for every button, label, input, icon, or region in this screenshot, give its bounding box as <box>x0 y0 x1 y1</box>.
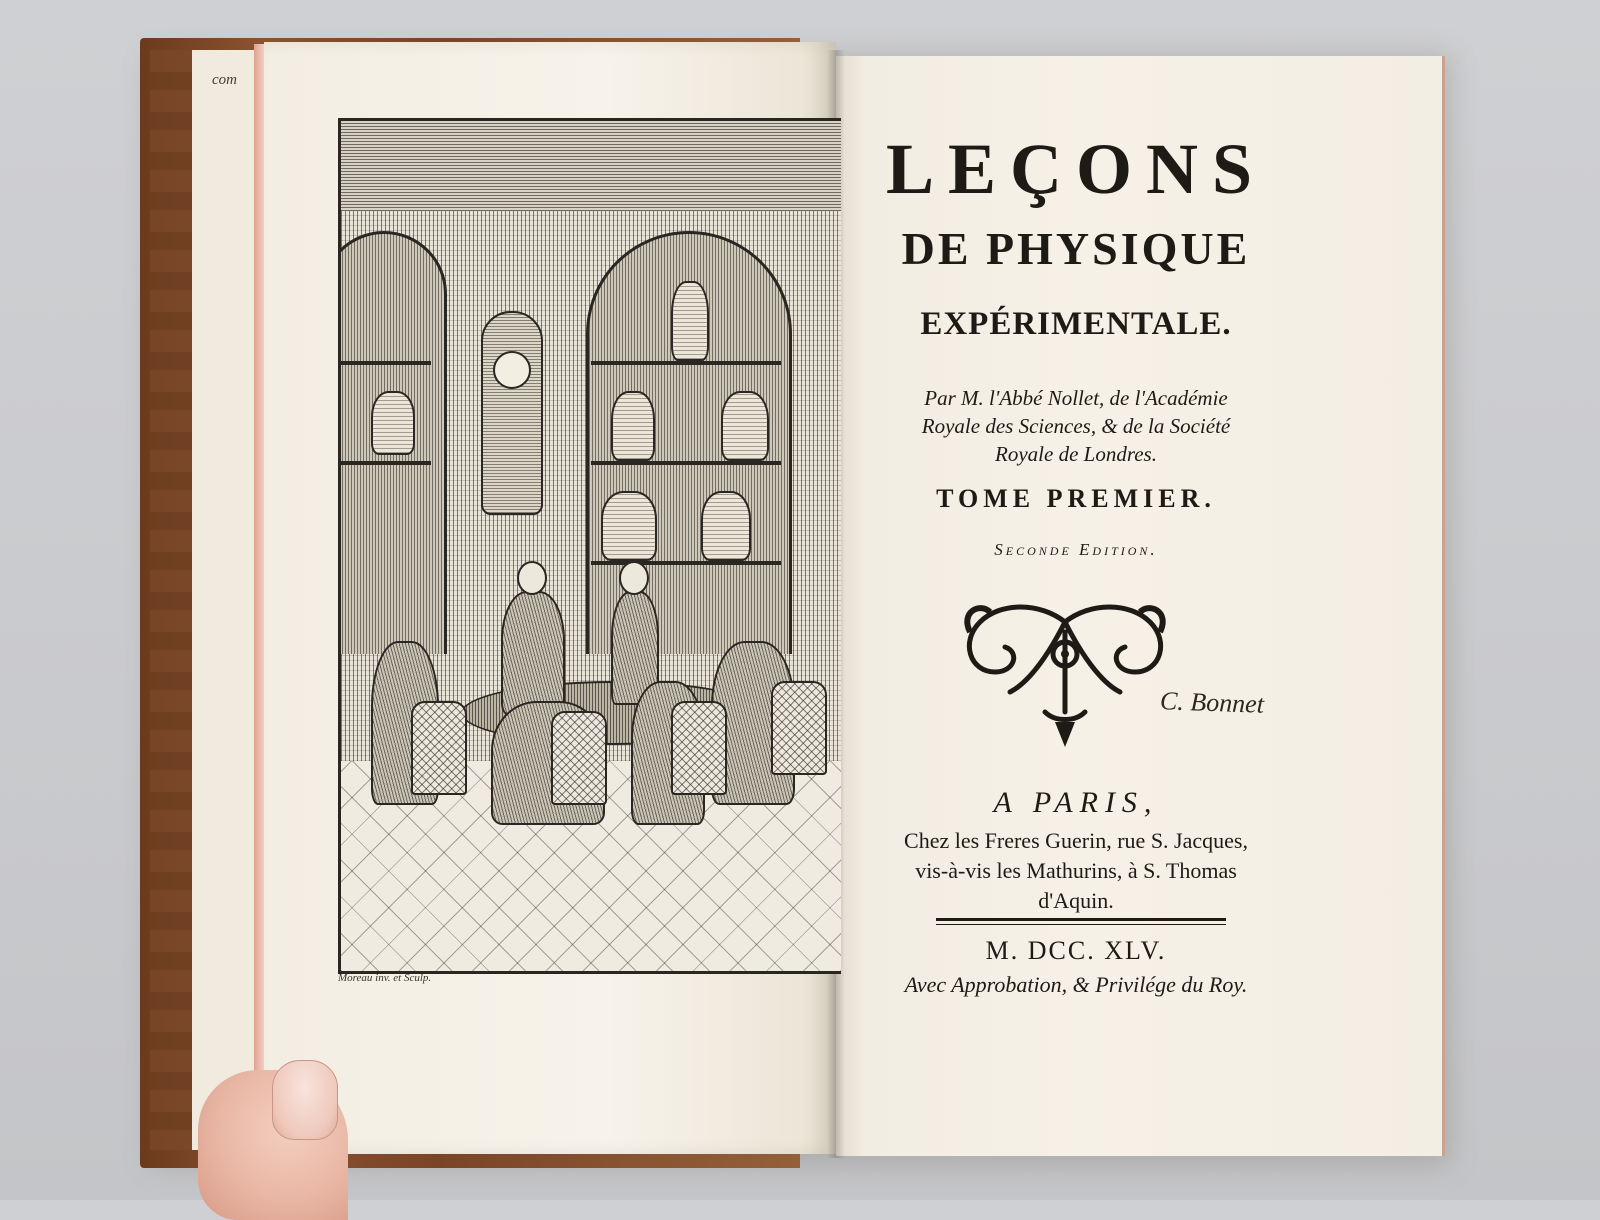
fleuron-ornament-icon <box>950 592 1180 752</box>
engraving-head <box>619 561 649 595</box>
title-line-2: DE PHYSIQUE <box>901 223 1251 274</box>
imprint-city: A PARIS, <box>993 786 1159 819</box>
publisher-line: vis-à-vis les Mathurins, à S. Thomas <box>915 858 1237 883</box>
endpaper-inscription: com <box>212 72 237 88</box>
engraving-jar <box>671 281 709 361</box>
title-line-1: LEÇONS <box>885 129 1267 209</box>
engraving-shelf <box>591 561 781 565</box>
engraving-shelf <box>341 461 431 465</box>
engraving-lecturer <box>501 591 565 715</box>
author-line: Par M. l'Abbé Nollet, de l'Académie <box>924 386 1228 410</box>
engraving-head <box>517 561 547 595</box>
author-line: Royale des Sciences, & de la Société <box>921 414 1231 438</box>
engraving-clock <box>481 311 543 515</box>
publisher-line: d'Aquin. <box>1038 888 1114 913</box>
engraving-shelf <box>591 461 781 465</box>
engraving-chair <box>671 701 727 795</box>
engraving-shelf <box>591 361 781 365</box>
double-rule-thin <box>936 924 1226 925</box>
publication-year: M. DCC. XLV. <box>985 936 1167 965</box>
edition-label: Seconde Edition. <box>994 540 1158 559</box>
engraving-jar <box>371 391 415 455</box>
volume-label: TOME PREMIER. <box>936 484 1216 513</box>
publisher-block <box>856 826 1296 916</box>
publisher-line: Chez les Freres Guerin, rue S. Jacques, <box>904 828 1248 853</box>
engraving-chair <box>411 701 467 795</box>
handwritten-signature: C. Bonnet <box>1159 686 1265 719</box>
engraving-chair <box>551 711 607 805</box>
engraving-shelf <box>341 361 431 365</box>
engraving-jar <box>601 491 657 561</box>
engraving-chair <box>771 681 827 775</box>
frontispiece-engraving <box>338 118 841 974</box>
title-line-3: EXPÉRIMENTALE. <box>920 306 1232 342</box>
engraving-caption: Moreau inv. et Sculp. <box>338 972 432 984</box>
engraving-ceiling <box>341 121 841 211</box>
engraving-jar <box>701 491 751 561</box>
thumb-nail <box>272 1060 338 1140</box>
engraving-clock-face <box>493 351 531 389</box>
engraving-jar <box>611 391 655 461</box>
engraving-jar <box>721 391 769 461</box>
cover-spine-edge <box>150 50 198 1150</box>
author-line: Royale de Londres. <box>995 442 1157 466</box>
double-rule-thick <box>936 918 1226 921</box>
author-block <box>856 384 1296 468</box>
approbation-line: Avec Approbation, & Privilége du Roy. <box>904 972 1248 997</box>
